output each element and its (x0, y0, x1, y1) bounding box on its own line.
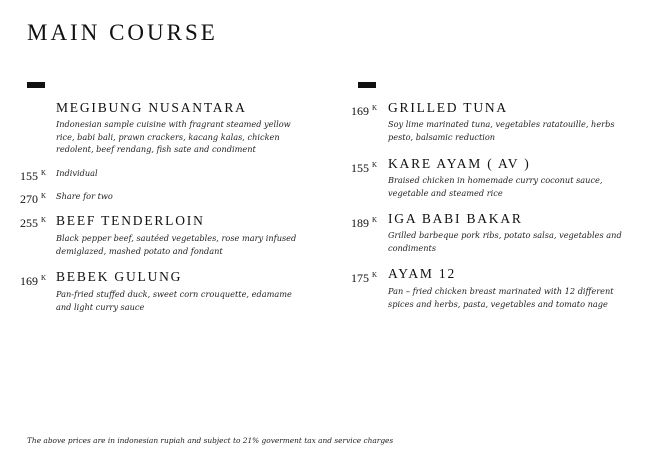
left-column-marker (27, 82, 45, 88)
right-column-marker (358, 82, 376, 88)
price-unit: K (371, 216, 377, 224)
item-name: IGA BABI BAKAR (388, 211, 523, 226)
item-price (333, 268, 377, 286)
page-title: MAIN COURSE (27, 20, 218, 45)
price-unit: K (371, 271, 377, 279)
price-value: 270 (19, 192, 38, 206)
price-unit: K (371, 161, 377, 169)
price-unit: K (371, 104, 377, 112)
item-price (2, 213, 46, 231)
item-description: Soy lime marinated tuna, vegetables ratatouille, herbs pesto, balsamic reduction (388, 119, 615, 142)
option-label: Share for two (56, 191, 113, 201)
item-price (333, 101, 377, 119)
price-value: 155 (19, 169, 38, 183)
price-unit: K (40, 274, 46, 282)
item-description: Pan-fried stuffed duck, sweet corn crouquette, edamame and light curry sauce (56, 289, 292, 312)
price-value: 255 (19, 216, 38, 230)
item-name: AYAM 12 (388, 266, 456, 281)
price-value: 169 (19, 274, 38, 288)
item-description: Pan – fried chicken breast marinated with 12 different spices and herbs, pasta, vegetables and tomato nage (388, 286, 614, 309)
price-value: 169 (350, 104, 369, 118)
item-price (2, 189, 46, 207)
item-description: Black pepper beef, sautéed vegetables, rose mary infused demiglazed, mashed potato and fondant (56, 233, 297, 256)
item-name: MEGIBUNG NUSANTARA (56, 100, 247, 115)
price-value: 155 (350, 161, 369, 175)
item-price (333, 213, 377, 231)
item-price (2, 166, 46, 184)
price-value: 189 (350, 216, 369, 230)
item-price (333, 158, 377, 176)
item-name: GRILLED TUNA (388, 100, 508, 115)
price-value: 175 (350, 271, 369, 285)
price-unit: K (40, 192, 46, 200)
item-name: BEEF TENDERLOIN (56, 213, 205, 228)
item-description: Braised chicken in homemade curry coconut sauce, vegetable and steamed rice (388, 175, 603, 198)
item-description: Grilled barbeque pork ribs, potato salsa, vegetables and condiments (388, 230, 622, 253)
option-label: Individual (56, 168, 98, 178)
item-description: Indonesian sample cuisine with fragrant steamed yellow rice, babi bali, prawn crackers, kacang kalas, chicken redolent, beef rendang, fish sate and condiment (56, 119, 291, 154)
item-name: KARE AYAM ( AV ) (388, 156, 531, 171)
item-price (2, 271, 46, 289)
price-unit: K (40, 216, 46, 224)
item-name: BEBEK GULUNG (56, 269, 183, 284)
tax-footnote: The above prices are in indonesian rupiah and subject to 21% goverment tax and service charges (27, 436, 394, 445)
price-unit: K (40, 169, 46, 177)
